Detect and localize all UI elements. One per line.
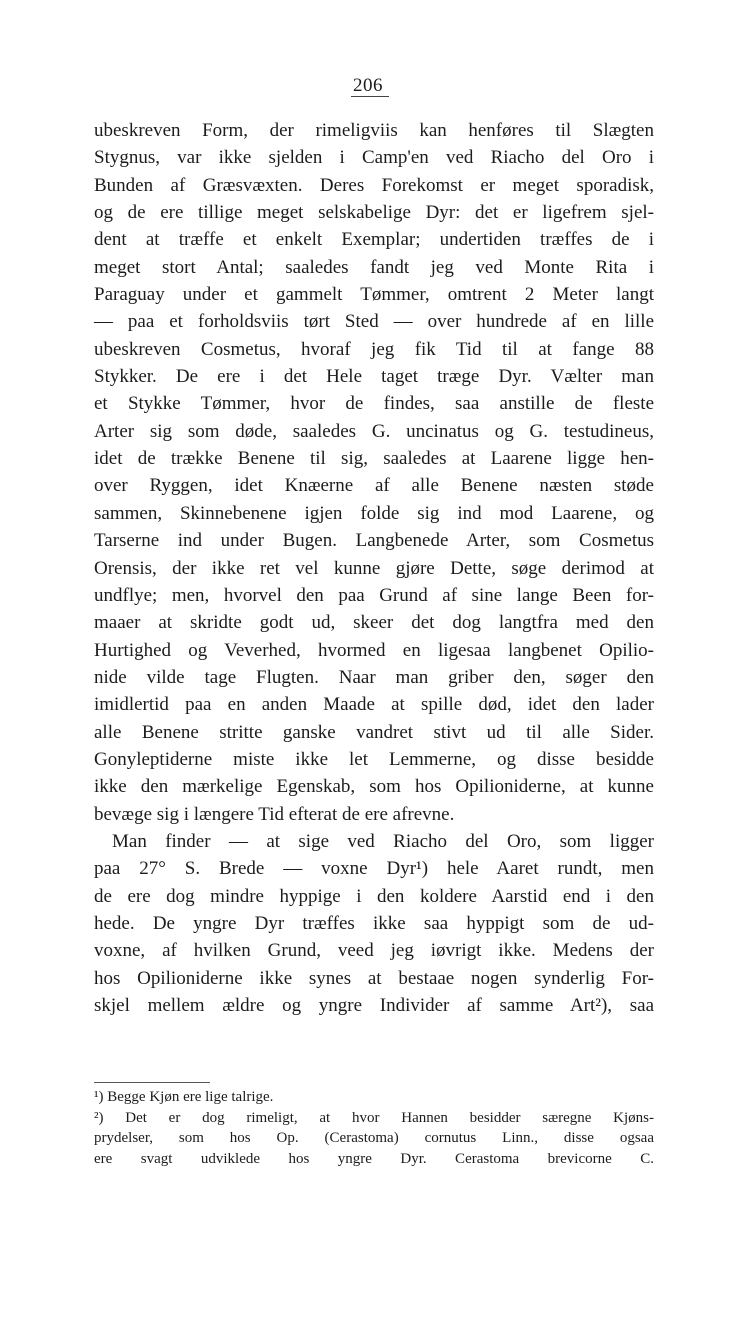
page-number <box>0 75 740 97</box>
footnote-line: prydelser, som hos Op. (Cerastoma) cornutus Linn., disse ogsaa <box>94 1130 654 1146</box>
text-line: alle Benene stritte ganske vandret stivt ud til alle Sider. <box>94 721 654 743</box>
text-line: Tarserne ind under Bugen. Langbenede Arter, som Cosmetus <box>94 530 654 552</box>
text-line: de ere dog mindre hyppige i den koldere Aarstid end i den <box>94 885 654 907</box>
text-line: over Ryggen, idet Knæerne af alle Benene næsten støde <box>94 475 654 497</box>
text-line: paa 27° S. Brede — voxne Dyr¹) hele Aaret rundt, men <box>94 858 654 880</box>
text-line: maaer at skridte godt ud, skeer det dog langtfra med den <box>94 612 654 634</box>
text-line: og de ere tillige meget selskabelige Dyr: det er ligefrem sjel- <box>94 202 654 224</box>
text-line: Paraguay under et gammelt Tømmer, omtrent 2 Meter langt <box>94 284 654 306</box>
text-line: Hurtighed og Veverhed, hvormed en ligesaa langbenet Opilio- <box>94 639 654 661</box>
text-line: bevæge sig i længere Tid efterat de ere afrevne. <box>94 803 455 825</box>
footnotes <box>94 1087 654 1169</box>
text-line: meget stort Antal; saaledes fandt jeg ved Monte Rita i <box>94 256 654 278</box>
text-line: voxne, af hvilken Grund, veed jeg iøvrigt ikke. Medens der <box>94 940 654 962</box>
text-line: Orensis, der ikke ret vel kunne gjøre Dette, søge derimod at <box>94 557 654 579</box>
text-line: ikke den mærkelige Egenskab, som hos Opilioniderne, at kunne <box>94 776 654 798</box>
text-line: Stykker. De ere i det Hele taget træge Dyr. Vælter man <box>94 366 654 388</box>
text-line: hede. De yngre Dyr træffes ikke saa hyppigt som de ud- <box>94 912 654 934</box>
text-line: ubeskreven Form, der rimeligviis kan henføres til Slægten <box>94 120 654 141</box>
text-line: idet de trække Benene til sig, saaledes at Laarene ligge hen- <box>94 448 654 470</box>
text-line: et Stykke Tømmer, hvor de findes, saa anstille de fleste <box>94 393 654 415</box>
text-line: Stygnus, var ikke sjelden i Camp'en ved Riacho del Oro i <box>94 147 654 169</box>
text-line: — paa et forholdsviis tørt Sted — over hundrede af en lille <box>94 311 654 333</box>
footnote-divider <box>94 1082 210 1083</box>
text-line: ubeskreven Cosmetus, hvoraf jeg fik Tid til at fange 88 <box>94 338 654 360</box>
footnote-line: ere svagt udviklede hos yngre Dyr. Cerastoma brevicorne C. <box>94 1150 654 1167</box>
text-line: hos Opilioniderne ikke synes at bestaae nogen synderlig For- <box>94 967 654 989</box>
text-line: nide vilde tage Flugten. Naar man griber den, søger den <box>94 666 654 688</box>
text-line: sammen, Skinnebenene igjen folde sig ind mod Laarene, og <box>94 502 654 524</box>
text-line: imidlertid paa en anden Maade at spille død, idet den lader <box>94 694 654 716</box>
body-text <box>94 117 654 1019</box>
footnote-line: ²) Det er dog rimeligt, at hvor Hannen besidder særegne Kjøns- <box>94 1109 654 1126</box>
text-line: skjel mellem ældre og yngre Individer af samme Art²), saa <box>94 995 654 1016</box>
page-number-text: 206 <box>351 76 389 97</box>
text-line: Bunden af Græsvæxten. Deres Forekomst er meget sporadisk, <box>94 174 654 196</box>
text-line: Gonyleptiderne miste ikke let Lemmerne, og disse besidde <box>94 748 654 770</box>
footnote-line: ¹) Begge Kjøn ere lige talrige. <box>94 1089 274 1105</box>
text-line: undflye; men, hvorvel den paa Grund af sine lange Been for- <box>94 584 654 606</box>
text-line: Man finder — at sige ved Riacho del Oro, som ligger <box>112 830 654 852</box>
text-line: Arter sig som døde, saaledes G. uncinatus og G. testudineus, <box>94 420 654 442</box>
text-line: dent at træffe et enkelt Exemplar; undertiden træffes de i <box>94 229 654 251</box>
